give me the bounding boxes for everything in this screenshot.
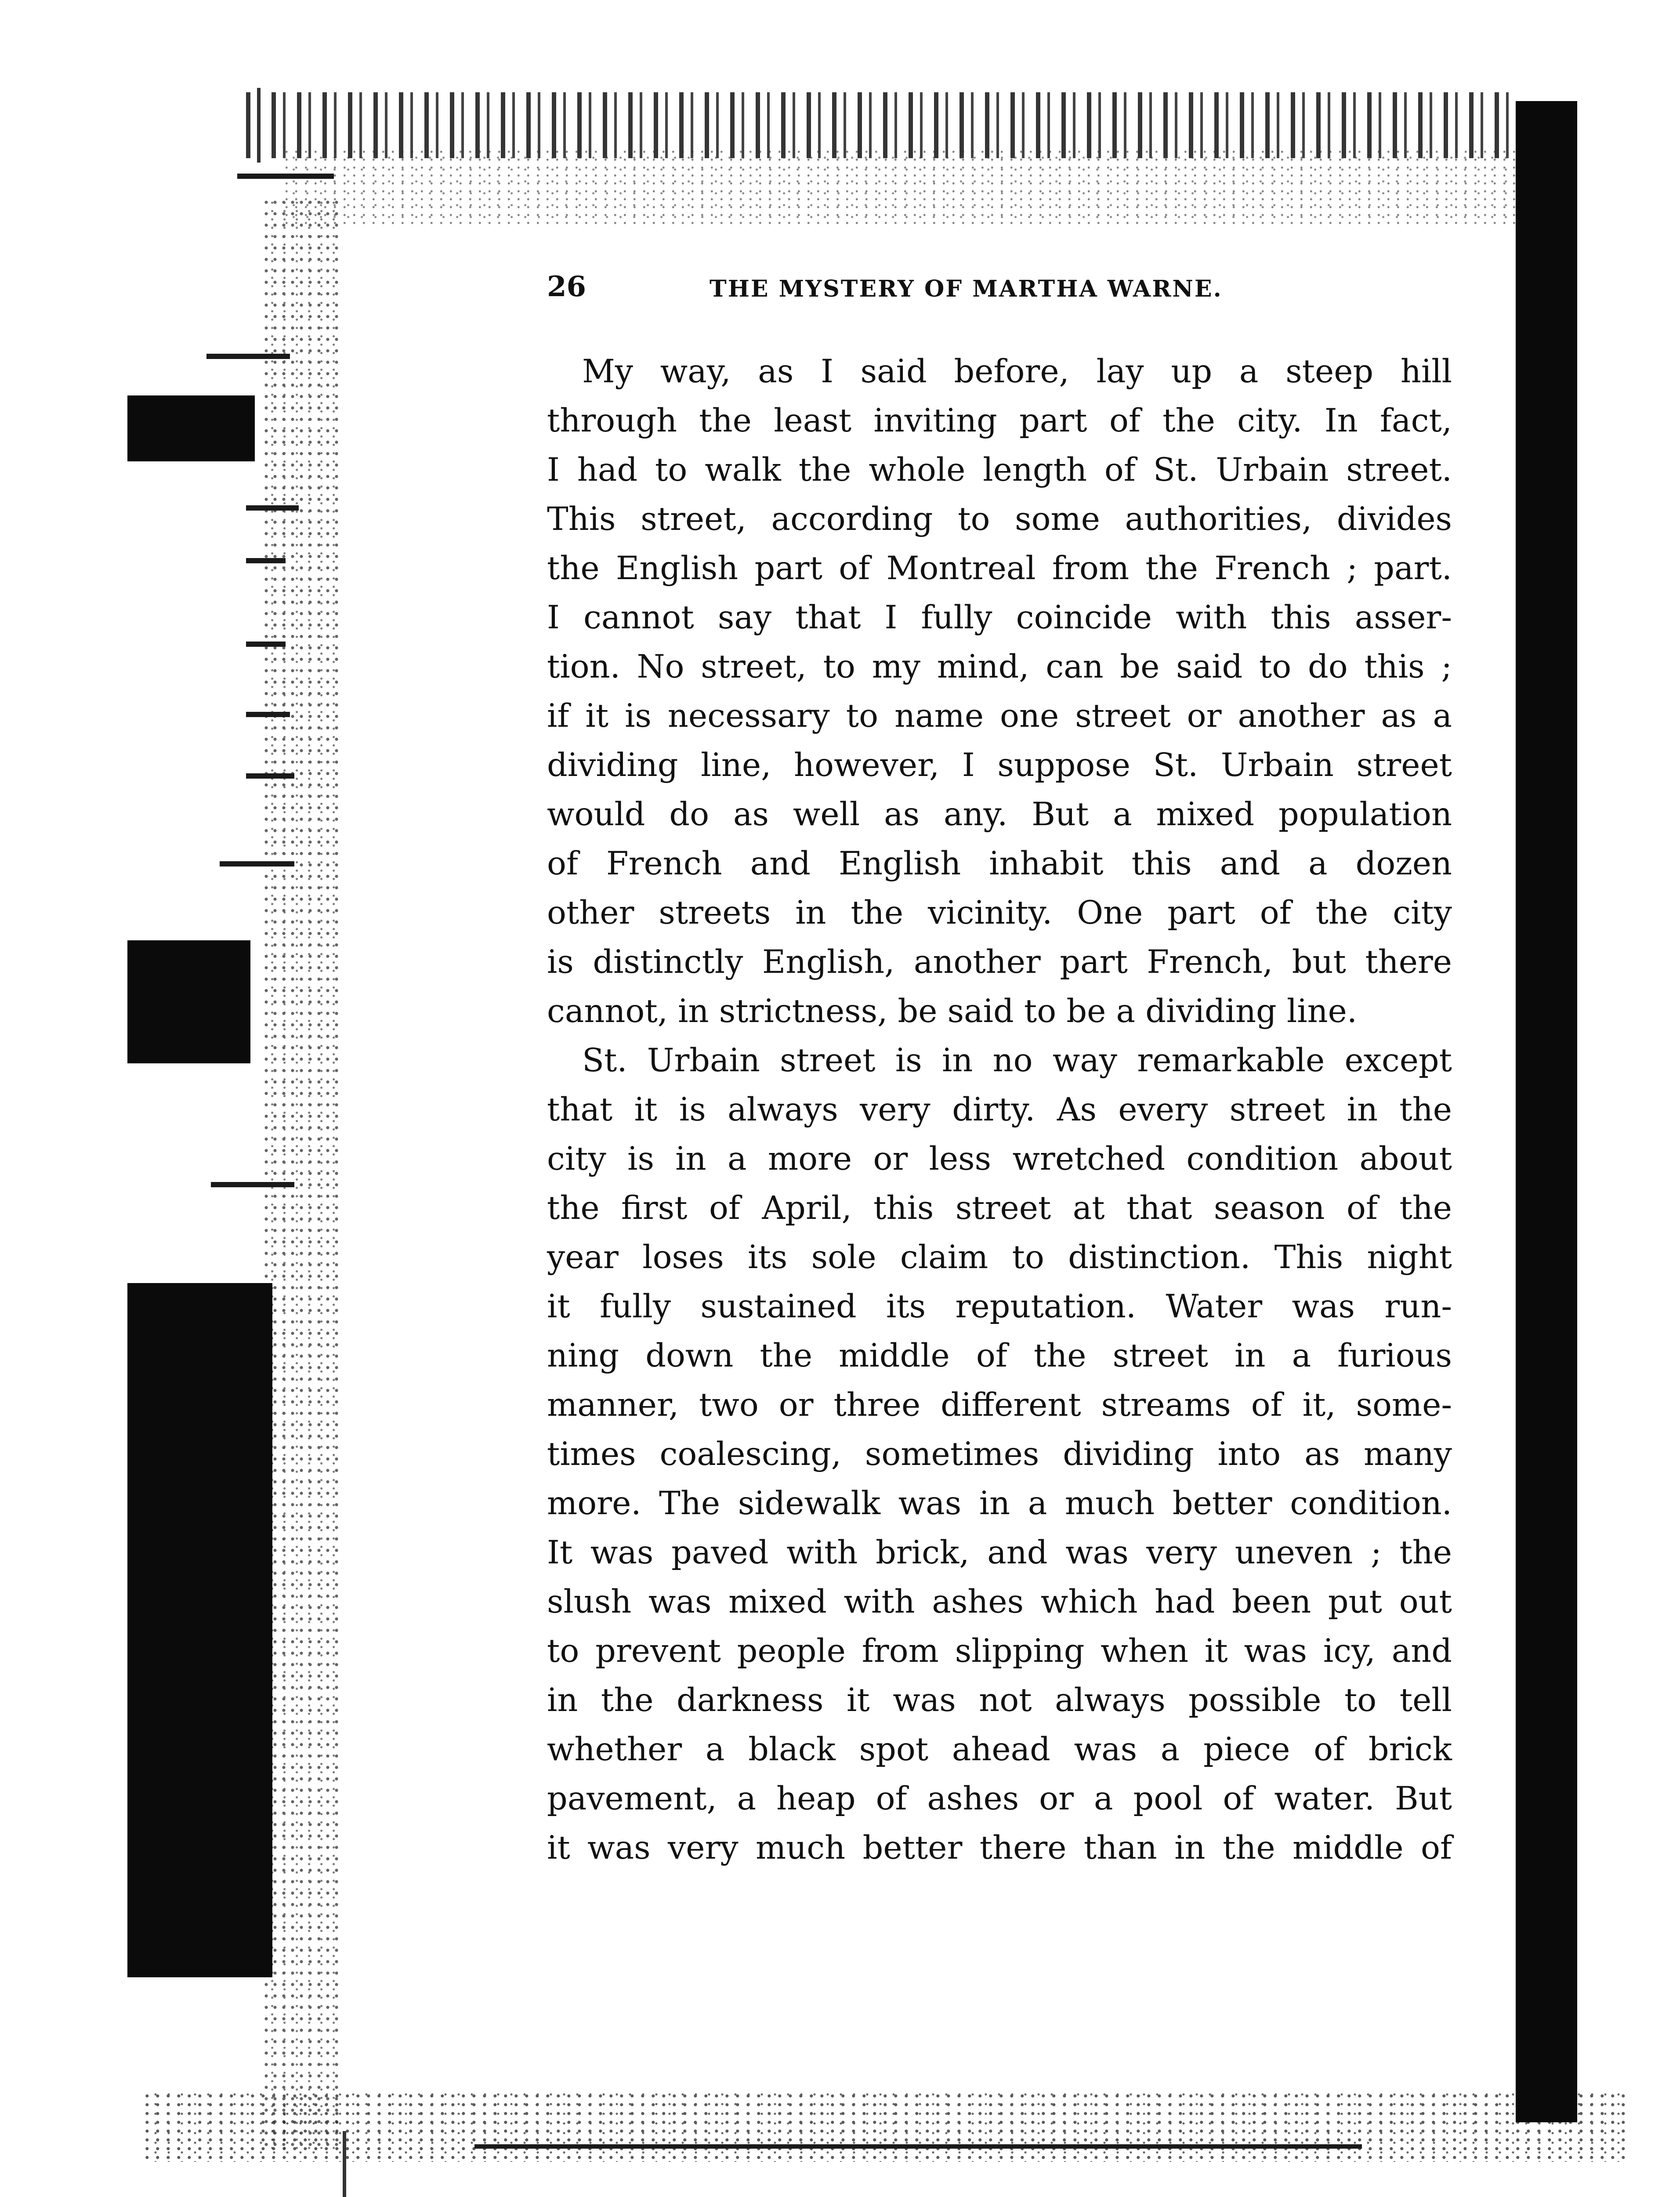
scan-rule	[206, 354, 290, 359]
body-text	[547, 347, 1452, 1873]
scan-rule	[474, 2144, 1362, 2149]
scan-rule	[246, 558, 286, 563]
scan-rule	[220, 861, 294, 866]
text-line: ning down the middle of the street in a furious	[547, 1337, 1452, 1374]
text-line: cannot, in strictness, be said to be a dividing line.	[547, 993, 1358, 1030]
text-line: I had to walk the whole length of St. Urbain street.	[547, 451, 1452, 489]
text-line: My way, as I said before, lay up a steep hill	[582, 353, 1452, 390]
scan-rule	[246, 712, 290, 717]
text-line: if it is necessary to name one street or another as a	[547, 697, 1452, 735]
scan-dark-edge-right	[1516, 101, 1577, 2122]
text-line: St. Urbain street is in no way remarkable except	[582, 1042, 1452, 1079]
page-number: 26	[547, 270, 587, 303]
scan-block-left-3	[127, 1283, 272, 1977]
scan-speckle-bottom	[145, 2092, 1630, 2162]
text-line: dividing line, however, I suppose St. Urbain street	[547, 747, 1452, 784]
text-line: that it is always very dirty. As every street in the	[547, 1091, 1452, 1128]
page-header	[547, 270, 1320, 310]
scan-block-left-2	[127, 940, 250, 1063]
paragraph	[547, 1036, 1452, 1873]
text-line: times coalescing, sometimes dividing into as many	[547, 1436, 1452, 1473]
scan-speckle-top	[286, 149, 1516, 224]
text-line: the English part of Montreal from the French ; part.	[547, 550, 1452, 587]
scan-block-left-1	[127, 395, 255, 461]
text-line: I cannot say that I fully coincide with this asser-	[547, 599, 1452, 636]
scan-rule	[211, 1182, 294, 1187]
scan-rule	[246, 505, 299, 511]
text-line: the first of April, this street at that season of the	[547, 1189, 1452, 1227]
text-line: in the darkness it was not always possible to tell	[547, 1682, 1452, 1719]
scan-noise-top	[246, 92, 1520, 158]
text-line: year loses its sole claim to distinction. This night	[547, 1239, 1452, 1276]
text-line: It was paved with brick, and was very uneven ; the	[547, 1534, 1452, 1571]
scan-rule	[246, 773, 294, 779]
text-line: is distinctly English, another part French, but there	[547, 943, 1452, 981]
text-line: city is in a more or less wretched condition about	[547, 1140, 1452, 1178]
text-line: more. The sidewalk was in a much better condition.	[547, 1485, 1452, 1522]
text-line: tion. No street, to my mind, can be said to do this ;	[547, 648, 1452, 685]
paragraph	[547, 347, 1452, 1036]
scan-line	[257, 88, 261, 163]
text-line: This street, according to some authorities, divides	[547, 500, 1452, 538]
scan-rule	[237, 174, 334, 179]
scan-speckle-left	[264, 198, 343, 2153]
running-head: THE MYSTERY OF MARTHA WARNE.	[710, 276, 1223, 302]
text-line: slush was mixed with ashes which had been put out	[547, 1583, 1452, 1621]
text-line: whether a black spot ahead was a piece of brick	[547, 1731, 1452, 1768]
scan-rule	[246, 642, 286, 647]
text-line: would do as well as any. But a mixed population	[547, 796, 1452, 833]
scan-line	[343, 2131, 346, 2197]
text-line: other streets in the vicinity. One part of the city	[547, 894, 1452, 932]
text-line: manner, two or three different streams of it, some-	[547, 1386, 1452, 1424]
text-line: of French and English inhabit this and a dozen	[547, 845, 1452, 882]
text-line: pavement, a heap of ashes or a pool of water. But	[547, 1780, 1452, 1817]
text-line: to prevent people from slipping when it was icy, and	[547, 1632, 1452, 1670]
text-line: it fully sustained its reputation. Water was run-	[547, 1288, 1452, 1325]
text-line: through the least inviting part of the city. In fact,	[547, 402, 1452, 439]
text-line: it was very much better there than in the middle of	[547, 1829, 1452, 1867]
